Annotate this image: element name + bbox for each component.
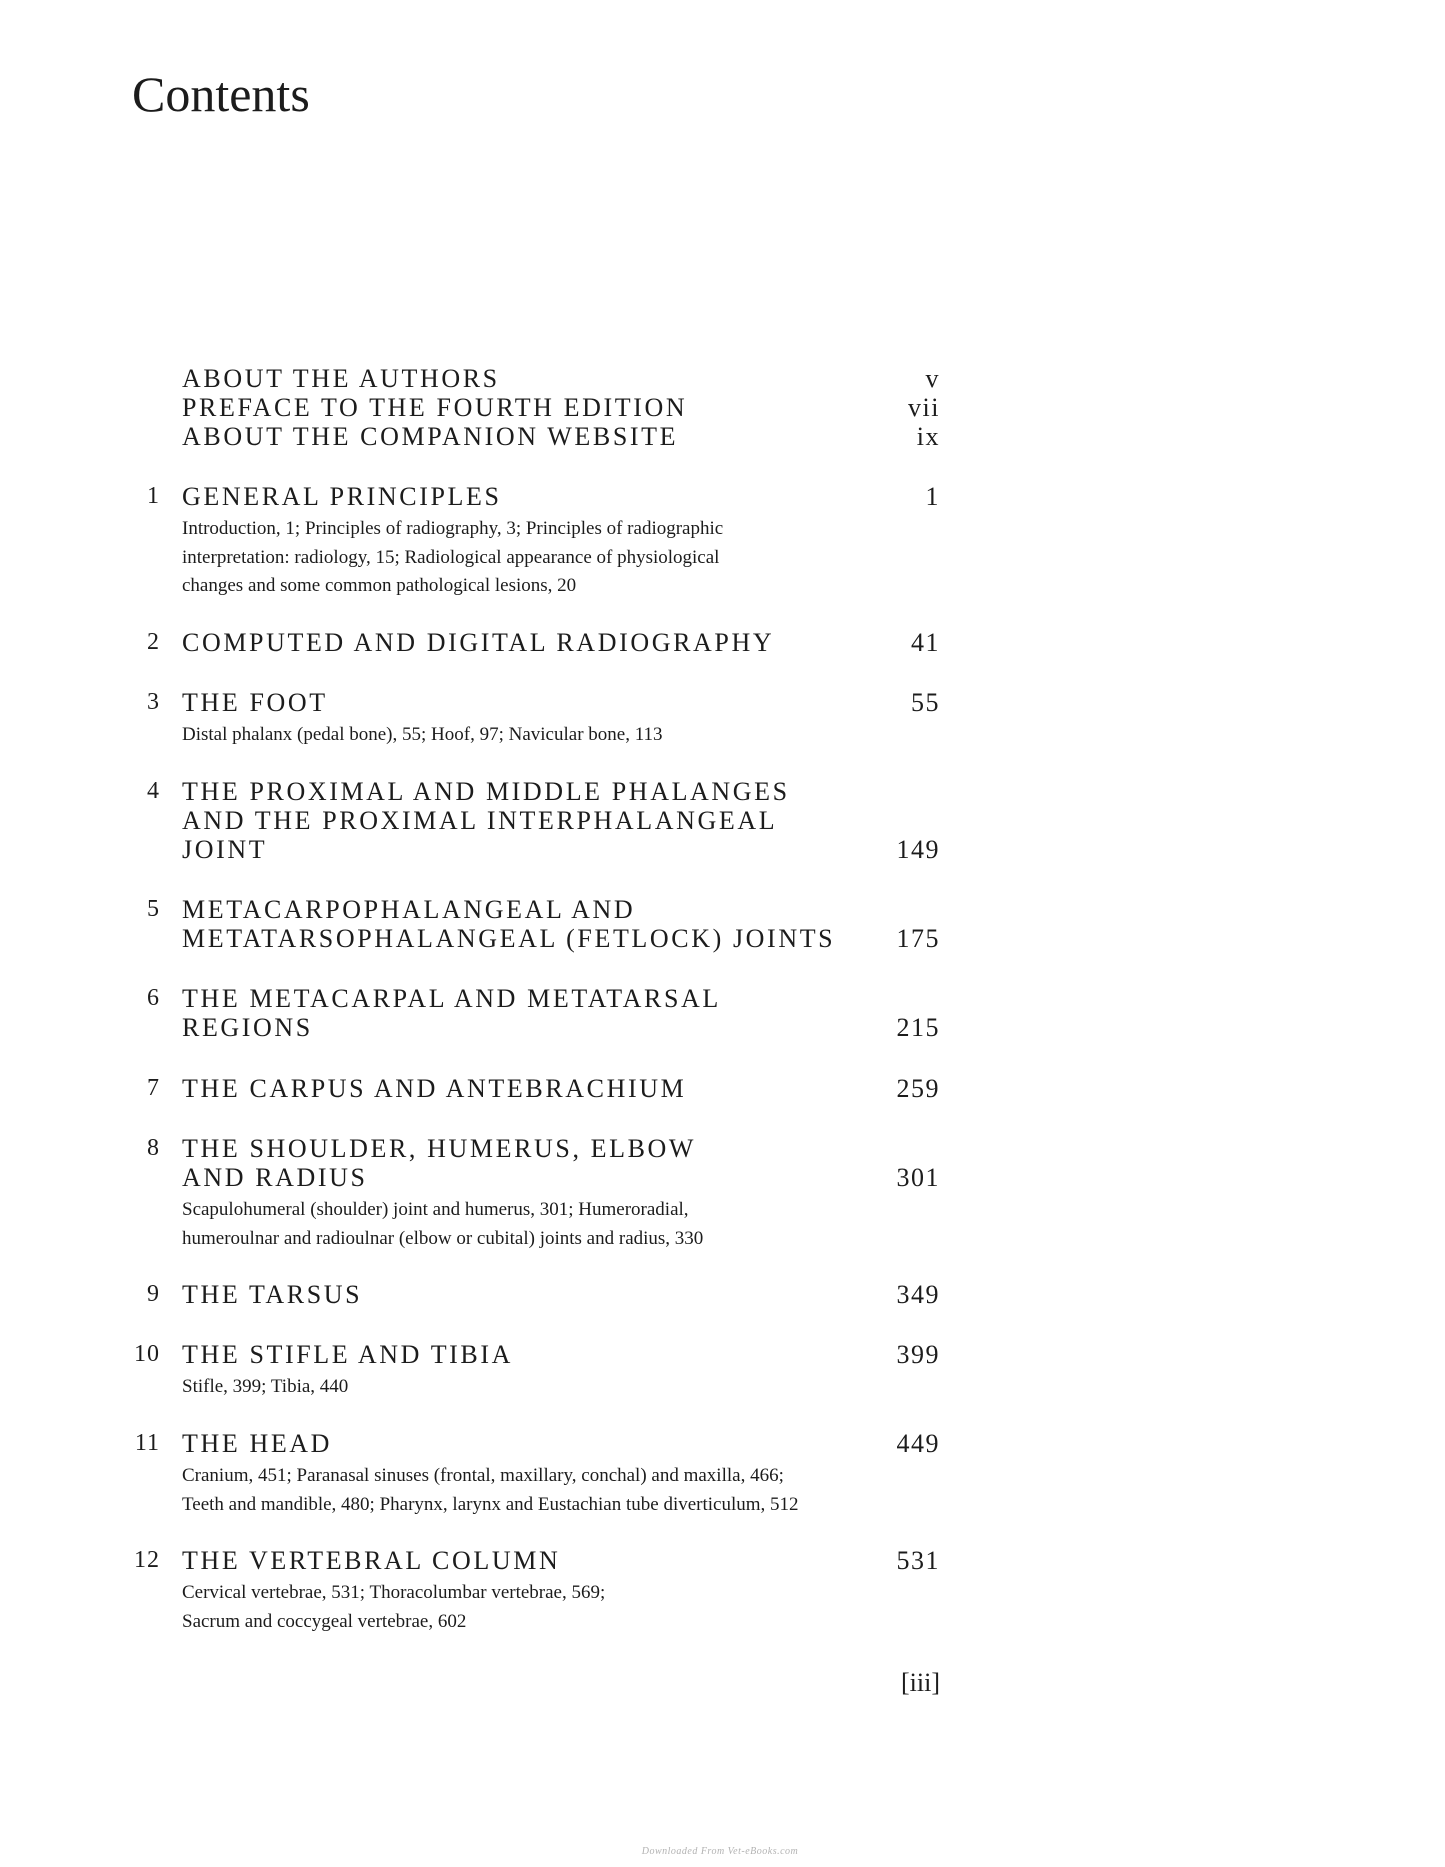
entry-title: ABOUT THE AUTHORS — [182, 364, 500, 393]
chapter-page: 1 — [925, 482, 940, 511]
chapter-title: THE HEAD — [182, 1429, 333, 1458]
chapter-number: 8 — [147, 1135, 160, 1161]
chapter-sections: Stifle, 399; Tibia, 440 — [182, 1376, 349, 1397]
chapter-number: 3 — [147, 689, 160, 715]
chapter-title: THE TARSUS — [182, 1280, 363, 1309]
chapter-title: GENERAL PRINCIPLES — [182, 482, 502, 511]
chapter-title: THE SHOULDER, HUMERUS, ELBOW AND RADIUS — [182, 1134, 697, 1192]
entry-page: ix — [916, 422, 940, 451]
entry-title: ABOUT THE COMPANION WEBSITE — [182, 422, 679, 451]
chapter-page: 349 — [896, 1280, 940, 1309]
entry-page: vii — [908, 393, 940, 422]
chapter-title: THE VERTEBRAL COLUMN — [182, 1546, 561, 1575]
chapter-number: 6 — [147, 985, 160, 1011]
chapter-number: 10 — [134, 1341, 160, 1367]
chapter-number: 11 — [134, 1430, 160, 1456]
chapter-page: 399 — [896, 1340, 940, 1369]
chapter-title: THE STIFLE AND TIBIA — [182, 1340, 514, 1369]
chapter-page: 259 — [896, 1074, 940, 1103]
chapter-title: THE PROXIMAL AND MIDDLE PHALANGES AND THE PROXIMAL INTERPHALANGEAL JOINT — [182, 777, 790, 864]
chapter-page: 41 — [911, 628, 940, 657]
page-folio: [iii] — [901, 1668, 940, 1697]
chapter-sections: Cervical vertebrae, 531; Thoracolumbar vertebrae, 569; Sacrum and coccygeal vertebrae, 602 — [182, 1582, 606, 1632]
chapter-title: THE METACARPAL AND METATARSAL REGIONS — [182, 984, 721, 1042]
chapter-title: THE CARPUS AND ANTEBRACHIUM — [182, 1074, 687, 1103]
entry-page: v — [925, 364, 940, 393]
chapter-sections: Introduction, 1; Principles of radiography, 3; Principles of radiographic interpretation: radiology, 15; Radiological appearance of physiological changes and some common pathological lesions, 20 — [182, 518, 724, 596]
chapter-number: 4 — [147, 778, 160, 804]
chapter-sections: Distal phalanx (pedal bone), 55; Hoof, 97; Navicular bone, 113 — [182, 724, 663, 745]
chapter-page: 55 — [911, 688, 940, 717]
chapter-page: 449 — [896, 1429, 940, 1458]
download-watermark: Downloaded From Vet-eBooks.com — [641, 1846, 799, 1857]
chapter-sections: Cranium, 451; Paranasal sinuses (frontal, maxillary, conchal) and maxilla, 466; Teeth and mandible, 480; Pharynx, larynx and Eustachian tube diverticulum, 512 — [182, 1465, 799, 1515]
entry-title: PREFACE TO THE FOURTH EDITION — [182, 393, 688, 422]
chapter-number: 7 — [147, 1075, 160, 1101]
page-title: Contents — [132, 66, 310, 122]
chapter-sections: Scapulohumeral (shoulder) joint and humerus, 301; Humeroradial, humeroulnar and radioulnar (elbow or cubital) joints and radius, 330 — [182, 1199, 704, 1249]
chapter-page: 149 — [896, 835, 940, 864]
chapter-page: 175 — [896, 924, 940, 953]
chapter-title: COMPUTED AND DIGITAL RADIOGRAPHY — [182, 628, 775, 657]
chapter-page: 301 — [896, 1163, 940, 1192]
chapter-title: METACARPOPHALANGEAL AND METATARSOPHALANGEAL (FETLOCK) JOINTS — [182, 895, 836, 953]
chapter-number: 1 — [147, 483, 160, 509]
chapter-number: 2 — [147, 629, 160, 655]
chapter-title: THE FOOT — [182, 688, 328, 717]
chapter-page: 531 — [896, 1546, 940, 1575]
chapter-number: 12 — [134, 1547, 160, 1573]
chapter-page: 215 — [896, 1013, 940, 1042]
chapter-number: 5 — [147, 896, 160, 922]
chapter-number: 9 — [147, 1281, 160, 1307]
